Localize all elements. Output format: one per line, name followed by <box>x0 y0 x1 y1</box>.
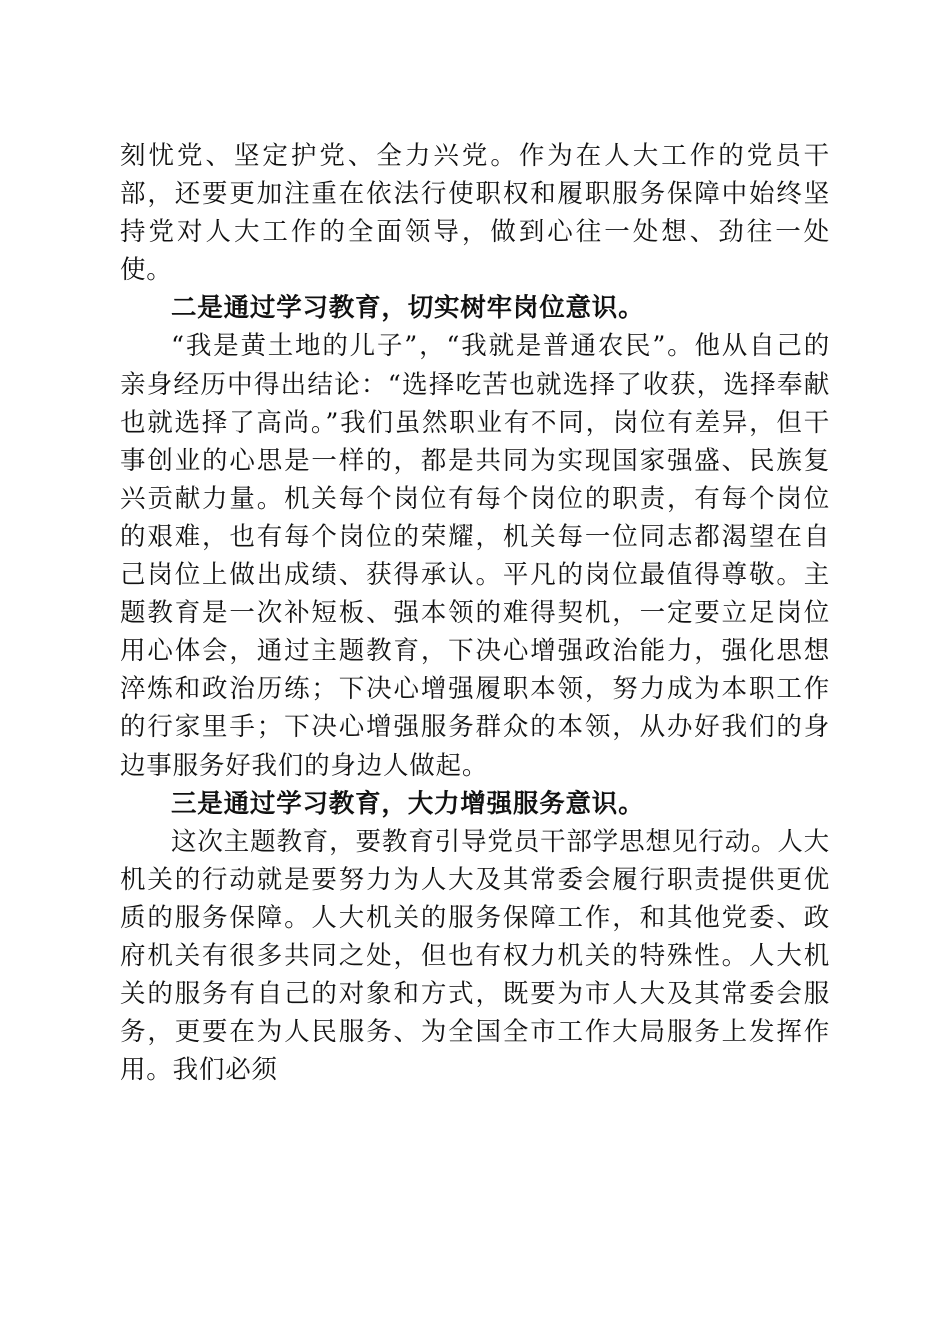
section-heading-2: 二是通过学习教育，切实树牢岗位意识。 <box>171 293 645 324</box>
paragraph-continuation: 刻忧党、坚定护党、全力兴党。作为在人大工作的党员干部，还要更加注重在依法行使职权和履职服务保障中始终坚持党对人大工作的全面领导，做到心往一处想、劲往一处使。 <box>120 141 830 286</box>
document-body <box>120 137 830 1089</box>
section-heading-3: 三是通过学习教育，大力增强服务意识。 <box>171 788 645 819</box>
paragraph-body-3: 这次主题教育，要教育引导党员干部学思想见行动。人大机关的行动就是要努力为人大及其常委会履行职责提供更优质的服务保障。人大机关的服务保障工作，和其他党委、政府机关有很多共同之处，但也有权力机关的特殊性。人大机关的服务有自己的对象和方式，既要为市人大及其常委会服务，更要在为人民服务、为全国全市工作大局服务上发挥作用。我们必须 <box>120 826 830 1086</box>
paragraph-body-2: “我是黄土地的儿子”，“我就是普通农民”。他从自己的亲身经历中得出结论：“选择吃苦也就选择了收获，选择奉献也就选择了高尚。”我们虽然职业有不同，岗位有差异，但干事创业的心思是一样的，都是共同为实现国家强盛、民族复兴贡献力量。机关每个岗位有每个岗位的职责，有每个岗位的艰难，也有每个岗位的荣耀，机关每一位同志都渴望在自己岗位上做出成绩、获得承认。平凡的岗位最值得尊敬。主题教育是一次补短板、强本领的难得契机，一定要立足岗位用心体会，通过主题教育，下决心增强政治能力，强化思想淬炼和政治历练；下决心增强履职本领，努力成为本职工作的行家里手；下决心增强服务群众的本领，从办好我们的身边事服务好我们的身边人做起。 <box>120 331 830 781</box>
